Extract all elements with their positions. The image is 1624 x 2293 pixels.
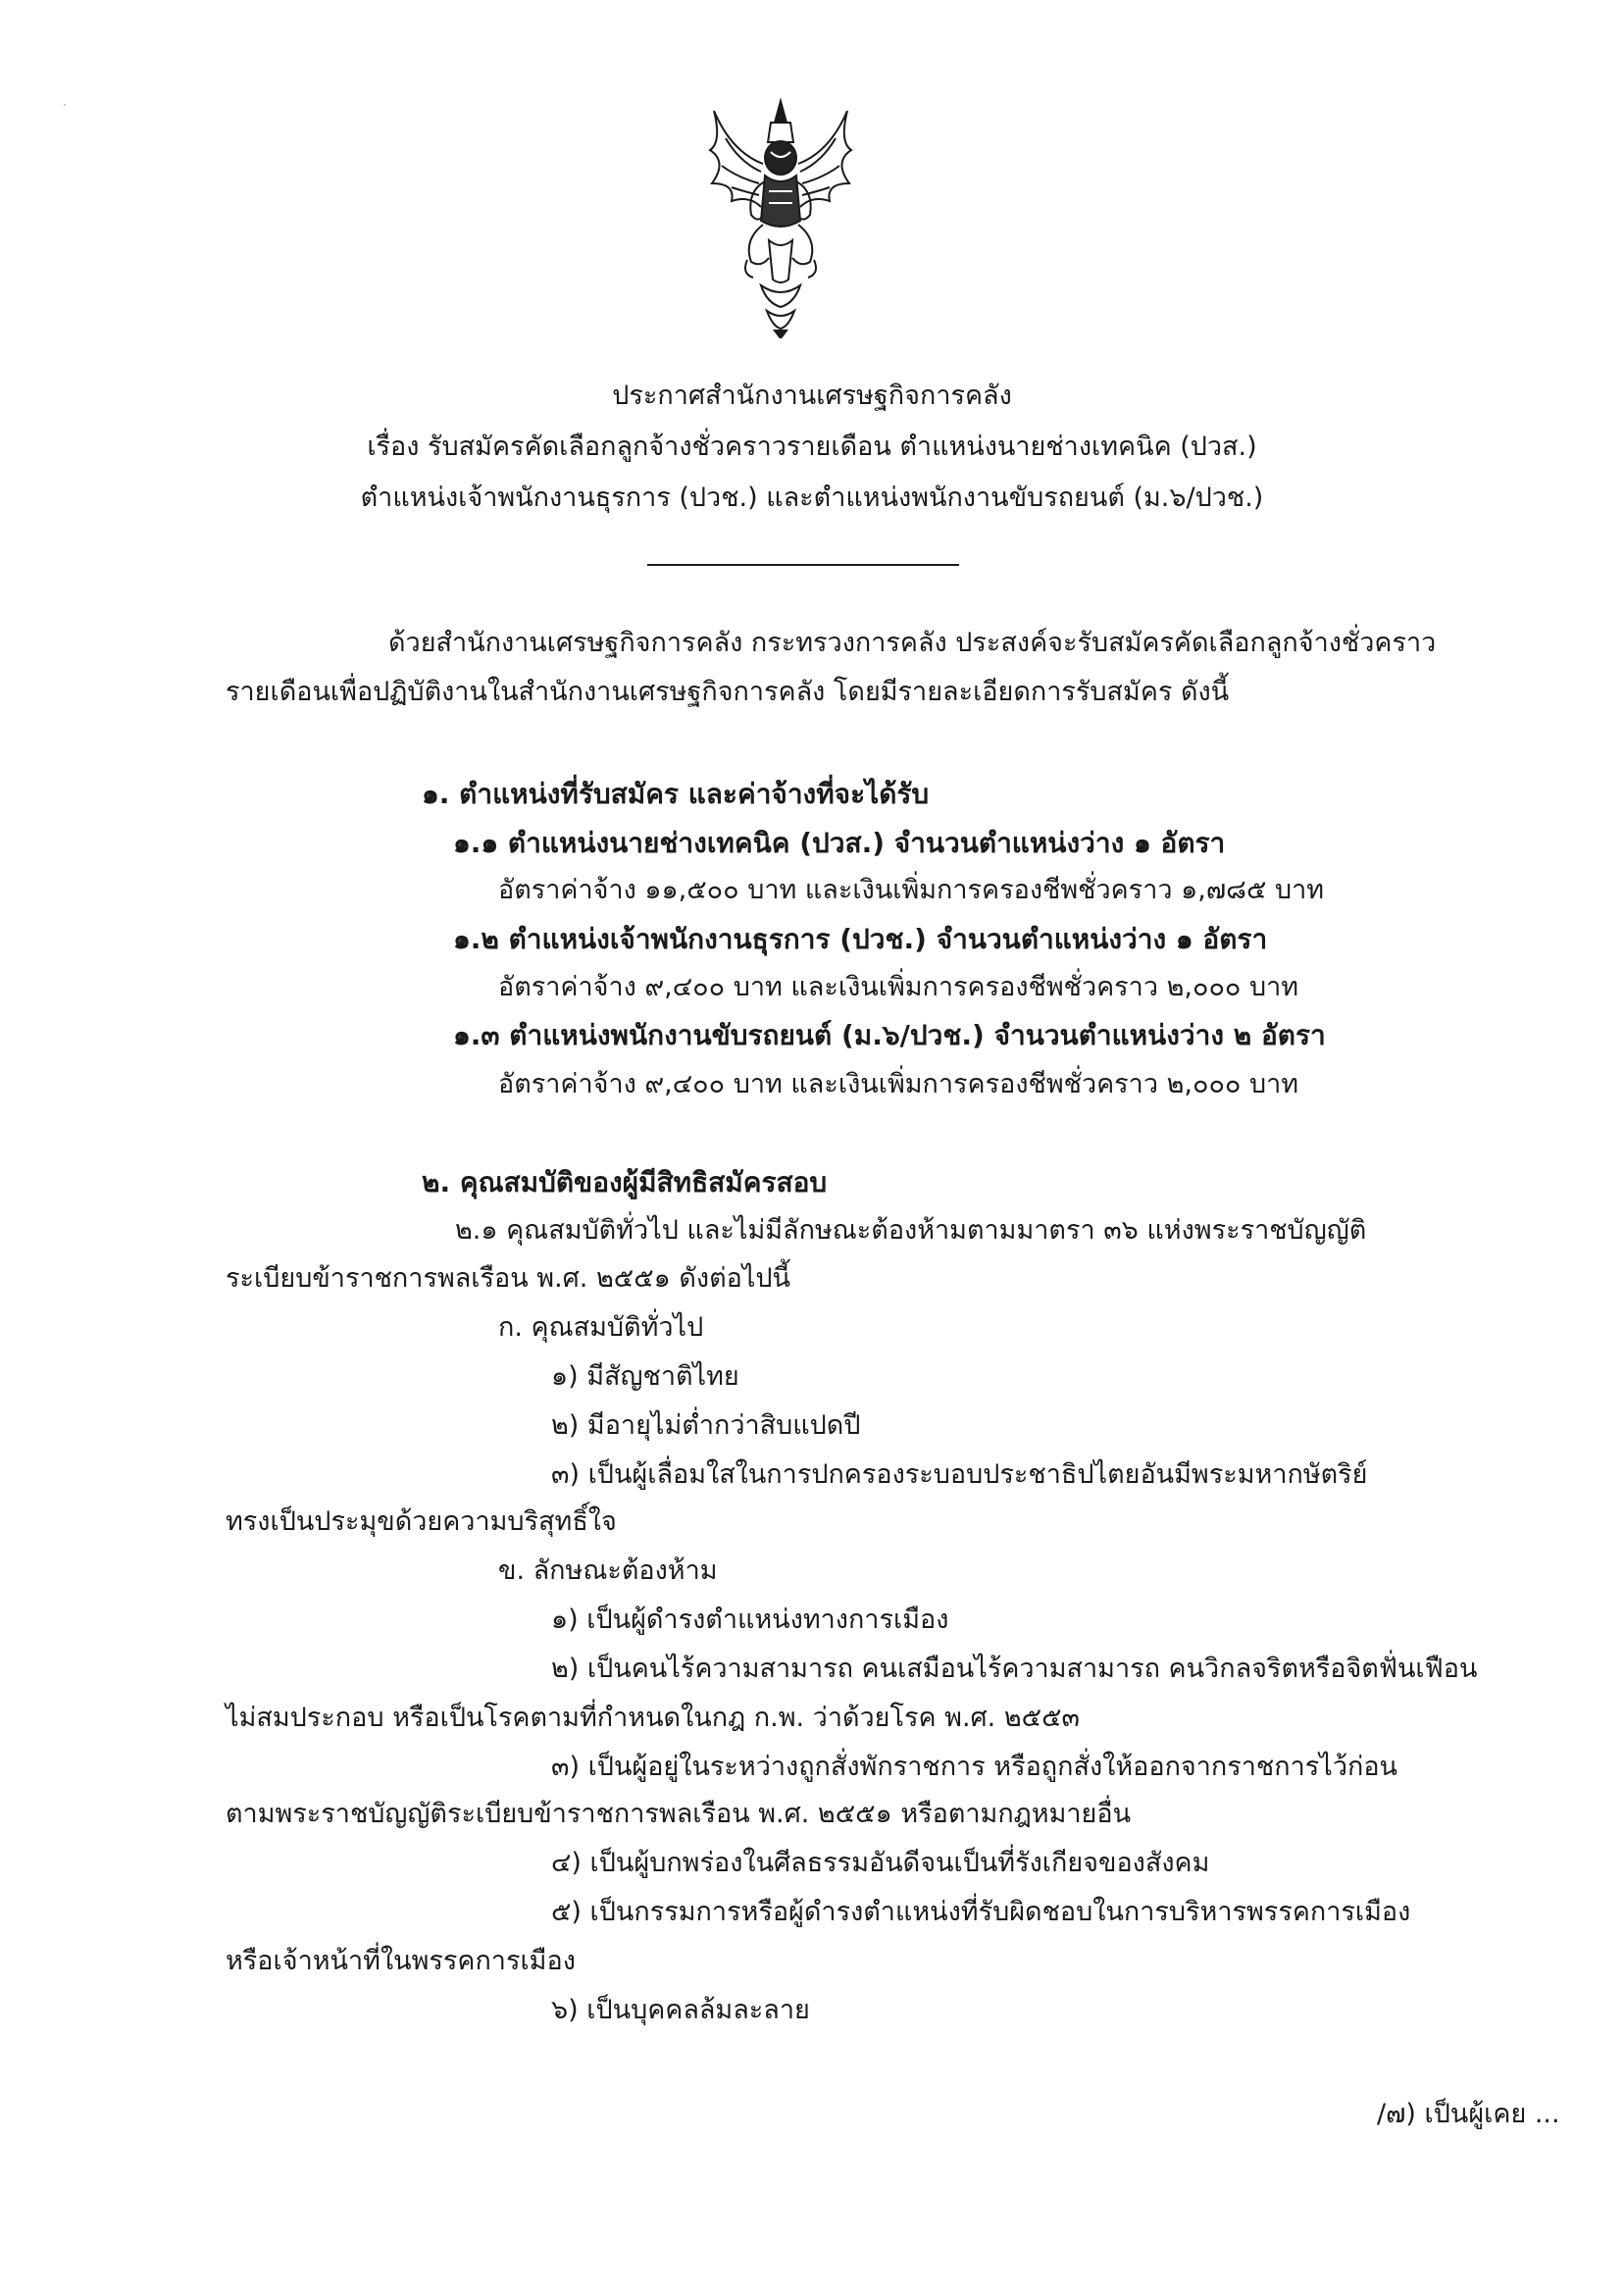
position-3-wage: อัตราค่าจ้าง ๙,๔๐๐ บาท และเงินเพิ่มการครองชีพชั่วคราว ๒,๐๐๐ บาท [498,1069,1299,1099]
scan-speck: · [63,98,67,112]
general-item-3-line-2: ทรงเป็นประมุขด้วยความบริสุทธิ์ใจ [226,1506,617,1537]
position-1-wage: อัตราค่าจ้าง ๑๑,๕๐๐ บาท และเงินเพิ่มการครองชีพชั่วคราว ๑,๗๘๕ บาท [498,875,1325,905]
announcement-title [0,371,1624,524]
prohibit-item-6: ๖) เป็นบุคคลล้มละลาย [551,1995,810,2025]
prohibit-item-3-line-2: ตามพระราชบัญญัติระเบียบข้าราชการพลเรือน พ.ศ. ๒๕๕๑ หรือตามกฎหมายอื่น [226,1799,1132,1829]
general-heading: ก. คุณสมบัติทั่วไป [498,1312,704,1343]
position-3-title: ๑.๓ ตำแหน่งพนักงานขับรถยนต์ (ม.๖/ปวช.) จำนวนตำแหน่งว่าง ๒ อัตรา [453,1019,1326,1051]
title-line-3: ตำแหน่งเจ้าพนักงานธุรการ (ปวช.) และตำแหน่งพนักงานขับรถยนต์ (ม.๖/ปวช.) [360,483,1264,513]
prohibit-item-3-line-1: ๓) เป็นผู้อยู่ในระหว่างถูกสั่งพักราชการ หรือถูกสั่งให้ออกจากราชการไว้ก่อน [551,1752,1398,1782]
general-item-2: ๒) มีอายุไม่ต่ำกว่าสิบแปดปี [551,1410,861,1441]
prohibit-item-2-line-1: ๒) เป็นคนไร้ความสามารถ คนเสมือนไร้ความสามารถ คนวิกลจริตหรือจิตฟั่นเฟือน [551,1654,1478,1684]
section-1-heading: ๑. ตำแหน่งที่รับสมัคร และค่าจ้างที่จะได้รับ [422,778,930,810]
position-2-title: ๑.๒ ตำแหน่งเจ้าพนักงานธุรการ (ปวช.) จำนวนตำแหน่งว่าง ๑ อัตรา [453,923,1268,955]
section-2-1-line-1: ๒.๑ คุณสมบัติทั่วไป และไม่มีลักษณะต้องห้ามตามมาตรา ๓๖ แห่งพระราชบัญญัติ [455,1215,1367,1246]
position-1-title: ๑.๑ ตำแหน่งนายช่างเทคนิค (ปวส.) จำนวนตำแหน่งว่าง ๑ อัตรา [453,827,1226,859]
general-item-3-line-1: ๓) เป็นผู้เลื่อมใสในการปกครองระบอบประชาธิปไตยอันมีพระมหากษัตริย์ [551,1459,1368,1490]
intro-line-1: ด้วยสำนักงานเศรษฐกิจการคลัง กระทรวงการคลัง ประสงค์จะรับสมัครคัดเลือกลูกจ้างชั่วคราว [388,628,1437,658]
prohibit-item-2-line-2: ไม่สมประกอบ หรือเป็นโรคตามที่กำหนดในกฎ ก.พ. ว่าด้วยโรค พ.ศ. ๒๕๕๓ [226,1703,1080,1733]
position-2-wage: อัตราค่าจ้าง ๙,๔๐๐ บาท และเงินเพิ่มการครองชีพชั่วคราว ๒,๐๐๐ บาท [498,972,1299,1002]
prohibit-item-1: ๑) เป็นผู้ดำรงตำแหน่งทางการเมือง [551,1605,949,1635]
continued-next-page: /๗) เป็นผู้เคย ... [1377,2099,1560,2129]
title-line-1: ประกาศสำนักงานเศรษฐกิจการคลัง [612,381,1012,411]
prohibit-item-4: ๔) เป็นผู้บกพร่องในศีลธรรมอันดีจนเป็นที่รังเกียจของสังคม [551,1848,1210,1878]
title-line-2: เรื่อง รับสมัครคัดเลือกลูกจ้างชั่วคราวรายเดือน ตำแหน่งนายช่างเทคนิค (ปวส.) [367,432,1257,462]
section-2-1-line-2: ระเบียบข้าราชการพลเรือน พ.ศ. ๒๕๕๑ ดังต่อไปนี้ [226,1263,790,1294]
general-item-1: ๑) มีสัญชาติไทย [551,1361,739,1392]
intro-line-2: รายเดือนเพื่อปฏิบัติงานในสำนักงานเศรษฐกิจการคลัง โดยมีรายละเอียดการรับสมัคร ดังนี้ [226,677,1230,707]
title-divider [647,564,959,566]
section-2-heading: ๒. คุณสมบัติของผู้มีสิทธิสมัครสอบ [422,1166,828,1198]
prohibit-item-5-line-2: หรือเจ้าหน้าที่ในพรรคการเมือง [226,1946,576,1976]
prohibit-item-5-line-1: ๕) เป็นกรรมการหรือผู้ดำรงตำแหน่งที่รับผิดชอบในการบริหารพรรคการเมือง [551,1897,1411,1927]
prohibit-heading: ข. ลักษณะต้องห้าม [498,1555,718,1586]
garuda-emblem-icon [692,93,869,338]
